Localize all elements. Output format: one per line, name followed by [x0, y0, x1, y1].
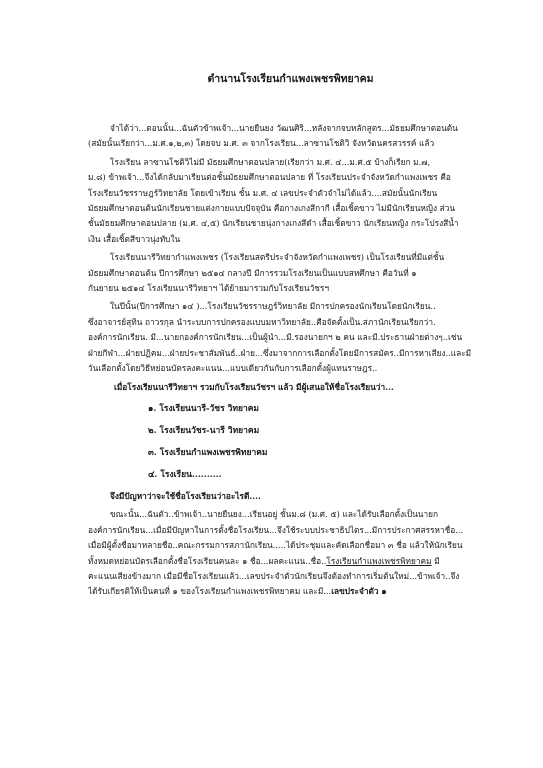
paragraph-line: (สมัยนั้นเรียกว่า...ม.ศ.๑,๒,๓) โดยจบ ม.ศ. ๓ จากโรงเรียน...ลาซานโชติวิ จังหวัดนครสวรรค์ แล้ว	[88, 138, 435, 149]
paragraph-3	[88, 250, 483, 296]
paragraph-line-text: มี	[431, 555, 440, 566]
document-title: ตำนานโรงเรียนกำแพงเพชรพิทยาคม	[207, 73, 374, 85]
name-option: ๓. โรงเรียนกำแพงเพชรพิทยาคม	[148, 447, 268, 458]
question-2	[88, 489, 483, 504]
paragraph-line: โรงเรียนนารีวิทยากำแพงเพชร (โรงเรียนสตรีประจำจังหวัดกำแพงเพชร) เป็นโรงเรียนที่มีแต่ชั้น	[110, 252, 445, 263]
paragraph-line: ม.๘) ข้าพเจ้า...จึงได้กลับมาเรียนต่อชั้นมัธยมศึกษาตอนปลาย ที่ โรงเรียนประจำจังหวัดกำแพงเพชร คือ	[88, 172, 451, 183]
paragraph-line-text: ทั้งหมดหย่อนบัตรเลือกตั้งชื่อโรงเรียนคนละ ๑ ชื่อ...ผลคะแนน..ชื่อ..	[88, 555, 327, 566]
paragraph-line: เมื่อมีผู้ตั้งชื่อมาหลายชื่อ..คณะกรรมการสภานักเรียน.....ได้ประชุมและคัดเลือกชื่อมา ๓ ชื่อ แล้วให้นักเรียน	[88, 540, 463, 551]
paragraph-line: คะแนนเสียงข้างมาก เมื่อมีชื่อโรงเรียนแล้ว...เลขประจำตัวนักเรียนจึงต้องทำการเริ่มต้นใหม่...ข้าพเจ้า..จึง	[88, 570, 460, 581]
paragraph-line: มัธยมศึกษาตอนต้น ปีการศึกษา ๒๕๑๔ กลางปี มีการรวมโรงเรียนเป็นแบบสหศึกษา คือวันที่ ๑	[88, 267, 417, 278]
name-options-list	[88, 398, 483, 486]
name-option: ๑. โรงเรียนนารี-วัชร วิทยาคม	[148, 403, 260, 414]
paragraph-line: จำได้ว่า...ตอนนั้น...ฉันตัวข้าพเจ้า...นายยืนยง วัฒนศิริ...หลังจากจบหลักสูตร...มัธยมศึกษาตอนต้น	[110, 123, 458, 133]
paragraph-line: ซึ่งอาจารย์สุทิน ถาวรกุล นำระบบการปกครองแบบมหาวิทยาลัย..คือจัดตั้งเป็น.สภานักเรียนเรียกว่า.	[88, 316, 436, 327]
question-1	[88, 380, 483, 395]
paragraph-line-text: ได้รับเกียรติให้เป็นคนที่ ๑ ของโรงเรียนกำแพงเพชรพิทยาคม และมี...	[88, 586, 332, 597]
paragraph-line	[88, 554, 483, 569]
paragraph-line: ขณะนั้น...ฉันตัว..ข้าพเจ้า..นายยืนยง...เรียนอยู่ ชั้นม.๘ (ม.ศ. ๕) และได้รับเลือกตั้งเป็นนายก	[110, 509, 439, 520]
paragraph-line: องค์การนักเรียน. มี...นายกองค์การนักเรียน...เป็นผู้นำ...มี.รองนายกฯ ๒ คน และมี.ประธานฝ่ายต่างๆ..เช่น	[88, 332, 463, 343]
paragraph-line: ฝ่ายกีฬา...ฝ่ายปฏิคม...ฝ่ายประชาสัมพันธ์..ฝ่าย...ซึ่งมาจากการเลือกตั้งโดยมีการสมัคร..มีการหาเสียง..และมี	[88, 347, 472, 358]
paragraph-line: โรงเรียนวัชรราษฎร์วิทยาลัย โดยเข้าเรียน ชั้น ม.ศ. ๔ เลขประจำตัวจำไม่ได้แล้ว....สมัยนั้นนักเรียน	[88, 187, 438, 198]
question-heading: จึงมีปัญหาว่าจะใช้ชื่อโรงเรียนว่าอะไรดี....	[110, 490, 261, 501]
name-option: ๔. โรงเรียน..........	[148, 469, 222, 480]
paragraph-line: กันยายน ๒๕๑๔ โรงเรียนนารีวิทยาฯ ได้ย้ายมารวมกับโรงเรียนวัชรฯ	[88, 283, 329, 294]
student-id-ending: เลขประจำตัว ๑	[331, 586, 387, 597]
paragraph-line: มัธยมศึกษาตอนต้นนักเรียนชายแต่งกายแบบปัจจุบัน คือกางเกงสีกากี เสื้อเชิ้ตขาว ไม่มีนักเรียนหญิง ส่วน	[88, 203, 456, 214]
paragraph-line: วันเลือกตั้งโดยวิธีหย่อนบัตรลงคะแนน...แบบเดียวกันกับการเลือกตั้งผู้แทนราษฎร..	[88, 363, 378, 374]
paragraph-1	[88, 121, 483, 152]
underlined-school-name: โรงเรียนกำแพงเพชรพิทยาคม	[326, 555, 432, 566]
paragraph-line	[88, 584, 483, 599]
paragraph-line: โรงเรียน ลาซานโชติวิไม่มี มัธยมศึกษาตอนปลาย(เรียกว่า ม.ศ. ๔...ม.ศ.๕ บ้างก็เรียก ม.๗,	[110, 156, 431, 167]
name-option: ๒. โรงเรียนวัชร-นารี วิทยาคม	[148, 425, 260, 436]
paragraph-line: เงิน เสื้อเชิ้ตสีขาวนุ่งทับใน	[88, 233, 181, 244]
paragraph-line: ในปีนั้น(ปีการศึกษา ๑๔ )...โรงเรียนวัชรราษฎร์วิทยาลัย มีการปกครองนักเรียนโดยนักเรียน..	[110, 301, 436, 312]
paragraph-final	[88, 507, 483, 599]
paragraph-line: องค์การนักเรียน...เมื่อมีปัญหาในการตั้งชื่อโรงเรียน...จึงใช้ระบบประชาธิปไตร...มีการประกาศสรรหาชื่อ...	[88, 524, 464, 535]
question-heading: เมื่อโรงเรียนนารีวิทยาฯ รวมกับโรงเรียนวัชรฯ แล้ว มีผู้เสนอให้ชื่อโรงเรียนว่า...	[114, 381, 394, 392]
paragraph-line: ชั้นมัธยมศึกษาตอนปลาย (ม.ศ. ๔,๕) นักเรียนชายนุ่งกางเกงสีดำ เสื้อเชิ้ตขาว นักเรียนหญิง กระโปรงสีน้ำ	[88, 218, 459, 229]
paragraph-2	[88, 155, 483, 247]
paragraph-4	[88, 299, 483, 376]
